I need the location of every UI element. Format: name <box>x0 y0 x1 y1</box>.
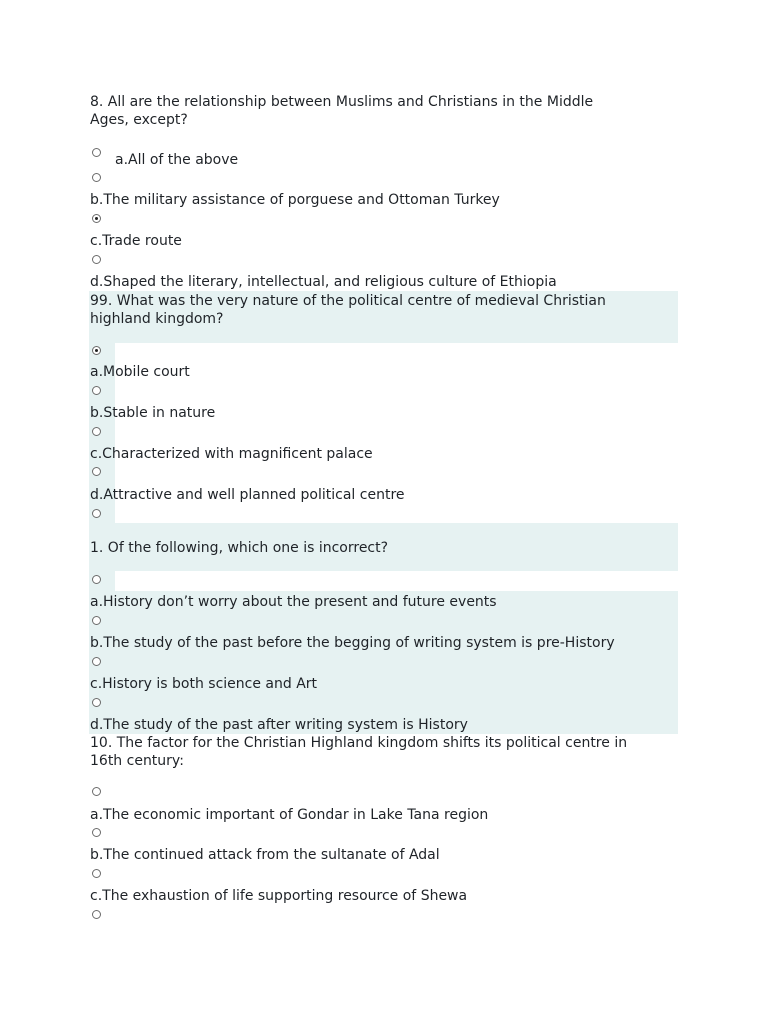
question-text: Ages, except? <box>90 112 188 128</box>
radio-option-b[interactable] <box>92 386 101 395</box>
option-label: d.Attractive and well planned political centre <box>90 487 405 503</box>
radio-option-c[interactable] <box>92 427 101 436</box>
highlight-block <box>89 591 678 734</box>
option-label: a.The economic important of Gondar in Lake Tana region <box>90 807 489 823</box>
radio-option-d[interactable] <box>92 467 101 476</box>
option-label: d.Shaped the literary, intellectual, and religious culture of Ethiopia <box>90 274 557 290</box>
radio-option-a[interactable] <box>92 346 101 355</box>
radio-option-a[interactable] <box>92 148 101 157</box>
option-label: b.Stable in nature <box>90 405 216 421</box>
question-text: 16th century: <box>90 753 184 769</box>
radio-option-b[interactable] <box>92 616 101 625</box>
question-text: 10. The factor for the Christian Highland kingdom shifts its political centre in <box>90 735 628 751</box>
option-label: b.The continued attack from the sultanate of Adal <box>90 847 440 863</box>
question-text: 8. All are the relationship between Muslims and Christians in the Middle <box>90 94 594 110</box>
radio-option-a[interactable] <box>92 575 101 584</box>
radio-option-d[interactable] <box>92 255 101 264</box>
radio-option-b[interactable] <box>92 173 101 182</box>
radio-option-c[interactable] <box>92 657 101 666</box>
option-label: c.Trade route <box>90 233 182 249</box>
option-label: a.Mobile court <box>90 364 190 380</box>
option-label: a.History don’t worry about the present and future events <box>90 594 497 610</box>
radio-option[interactable] <box>92 509 101 518</box>
option-label: d.The study of the past after writing system is History <box>90 717 468 733</box>
radio-option-b[interactable] <box>92 828 101 837</box>
radio-option-a[interactable] <box>92 787 101 796</box>
question-text: highland kingdom? <box>90 311 224 327</box>
radio-option-c[interactable] <box>92 869 101 878</box>
radio-option-d[interactable] <box>92 910 101 919</box>
option-label: a.All of the above <box>115 152 239 168</box>
option-label: b.The study of the past before the begging of writing system is pre-History <box>90 635 615 651</box>
option-label: c.Characterized with magnificent palace <box>90 446 373 462</box>
question-text: 1. Of the following, which one is incorrect? <box>90 540 389 556</box>
radio-option-d[interactable] <box>92 698 101 707</box>
option-label: c.History is both science and Art <box>90 676 318 692</box>
radio-option-c[interactable] <box>92 214 101 223</box>
option-label: b.The military assistance of porguese and Ottoman Turkey <box>90 192 500 208</box>
question-text: 99. What was the very nature of the political centre of medieval Christian <box>90 293 606 309</box>
option-label: c.The exhaustion of life supporting resource of Shewa <box>90 888 468 904</box>
